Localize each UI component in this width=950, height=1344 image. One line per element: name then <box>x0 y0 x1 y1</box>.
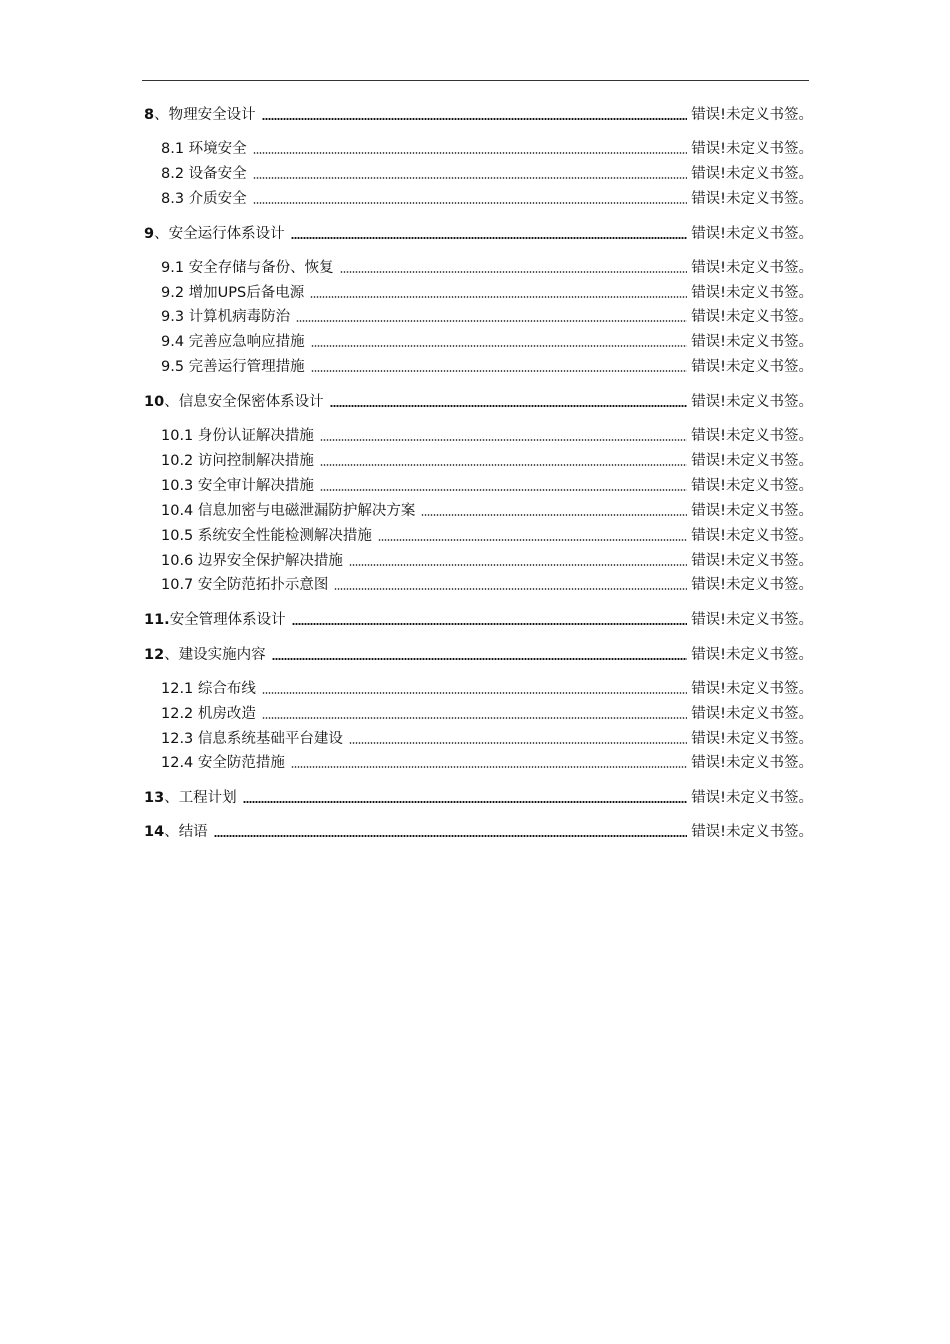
toc-entry-number: 9.4 <box>161 334 185 350</box>
toc-entry-title: 工程计划 <box>178 790 237 806</box>
toc-entry-section[interactable] <box>161 475 813 497</box>
toc-entry-title: 信息加密与电磁泄漏防护解决方案 <box>197 503 416 519</box>
toc-entry-number: 13 <box>144 790 165 806</box>
toc-entry-number: 10.6 <box>161 553 194 569</box>
toc-entry-number: 12.2 <box>161 706 194 722</box>
toc-entry-number: 10.7 <box>161 577 194 593</box>
toc-entry-title: 安全防范拓扑示意图 <box>197 577 329 593</box>
toc-entry-section[interactable] <box>161 425 813 447</box>
toc-entry-page-ref: 错误!未定义书签。 <box>691 755 813 771</box>
toc-entry-section[interactable] <box>161 703 813 725</box>
toc-entry-number: 9.5 <box>161 359 185 375</box>
dot-leader <box>320 439 687 441</box>
toc-entry-number: 8.1 <box>161 141 185 157</box>
toc-entry-page-ref: 错误!未定义书签。 <box>691 191 813 207</box>
dot-leader <box>243 801 688 803</box>
toc-entry-separator: 、 <box>154 107 169 123</box>
toc-entry-number: 10.4 <box>161 503 194 519</box>
toc-entry-page-ref: 错误!未定义书签。 <box>691 731 813 747</box>
dot-leader <box>296 320 687 322</box>
toc-entry-number: 9.1 <box>161 260 185 276</box>
toc-entry-title: 完善应急响应措施 <box>188 334 305 350</box>
toc-entry-section[interactable] <box>161 306 813 328</box>
toc-entry-page-ref: 错误!未定义书签。 <box>691 141 813 157</box>
toc-entry-page-ref: 错误!未定义书签。 <box>691 394 813 410</box>
toc-entry-chapter[interactable] <box>144 787 813 809</box>
toc-entry-chapter[interactable] <box>144 223 813 245</box>
toc-entry-title: 身份认证解决措施 <box>197 428 314 444</box>
toc-entry-section[interactable] <box>161 752 813 774</box>
toc-entry-page-ref: 错误!未定义书签。 <box>691 359 813 375</box>
dot-leader <box>334 588 687 590</box>
toc-entry-page-ref: 错误!未定义书签。 <box>691 226 813 242</box>
toc-entry-section[interactable] <box>161 550 813 572</box>
toc-entry-section[interactable] <box>161 450 813 472</box>
toc-entry-page-ref: 错误!未定义书签。 <box>691 577 813 593</box>
toc-entry-title: 安全审计解决措施 <box>197 478 314 494</box>
toc-entry-section[interactable] <box>161 331 813 353</box>
toc-entry-chapter[interactable] <box>144 609 813 631</box>
dot-leader <box>291 237 688 239</box>
toc-entry-number: 9.2 <box>161 285 185 301</box>
dot-leader <box>262 692 687 694</box>
toc-entry-number: 9.3 <box>161 309 185 325</box>
toc-entry-section[interactable] <box>161 500 813 522</box>
toc-entry-title: 建设实施内容 <box>178 647 266 663</box>
dot-leader <box>214 835 688 837</box>
dot-leader <box>291 766 687 768</box>
toc-entry-page-ref: 错误!未定义书签。 <box>691 309 813 325</box>
toc-entry-number: 8 <box>144 107 155 123</box>
dot-leader <box>349 742 687 744</box>
toc-entry-title: 系统安全性能检测解决措施 <box>197 528 372 544</box>
toc-entry-title: 边界安全保护解决措施 <box>197 553 343 569</box>
toc-entry-section[interactable] <box>161 163 813 185</box>
toc-entry-separator: 、 <box>164 790 179 806</box>
toc-entry-page-ref: 错误!未定义书签。 <box>691 528 813 544</box>
toc-entry-section[interactable] <box>161 728 813 750</box>
dot-leader <box>253 177 688 179</box>
toc-entry-section[interactable] <box>161 282 813 304</box>
toc-entry-number: 8.2 <box>161 166 185 182</box>
dot-leader <box>253 202 688 204</box>
dot-leader <box>421 514 687 516</box>
toc-entry-page-ref: 错误!未定义书签。 <box>691 428 813 444</box>
toc-entry-page-ref: 错误!未定义书签。 <box>691 790 813 806</box>
toc-entry-section[interactable] <box>161 188 813 210</box>
toc-entry-page-ref: 错误!未定义书签。 <box>691 107 813 123</box>
toc-entry-page-ref: 错误!未定义书签。 <box>691 503 813 519</box>
toc-entry-separator: 、 <box>154 226 169 242</box>
toc-entry-title: 介质安全 <box>188 191 247 207</box>
toc-entry-page-ref: 错误!未定义书签。 <box>691 706 813 722</box>
toc-entry-separator: 、 <box>164 824 179 840</box>
toc-entry-number: 12 <box>144 647 165 663</box>
toc-entry-page-ref: 错误!未定义书签。 <box>691 681 813 697</box>
toc-entry-section[interactable] <box>161 138 813 160</box>
toc-entry-title: 计算机病毒防治 <box>188 309 291 325</box>
dot-leader <box>349 564 687 566</box>
toc-entry-title: 增加UPS后备电源 <box>188 285 305 301</box>
toc-entry-title: 结语 <box>178 824 208 840</box>
toc-entry-page-ref: 错误!未定义书签。 <box>691 478 813 494</box>
toc-entry-separator: 、 <box>164 647 179 663</box>
dot-leader <box>340 271 688 273</box>
dot-leader <box>378 539 687 541</box>
toc-entry-section[interactable] <box>161 525 813 547</box>
toc-entry-page-ref: 错误!未定义书签。 <box>691 334 813 350</box>
dot-leader <box>320 464 687 466</box>
toc-entry-section[interactable] <box>161 257 813 279</box>
dot-leader <box>311 370 688 372</box>
toc-entry-title: 信息安全保密体系设计 <box>178 394 324 410</box>
toc-entry-section[interactable] <box>161 356 813 378</box>
toc-entry-title: 综合布线 <box>197 681 256 697</box>
dot-leader <box>292 623 688 625</box>
dot-leader <box>330 405 688 407</box>
toc-entry-number: 9 <box>144 226 155 242</box>
toc-entry-number: 10.1 <box>161 428 194 444</box>
toc-entry-number: 10.5 <box>161 528 194 544</box>
toc-entry-chapter[interactable] <box>144 644 813 666</box>
toc-entry-title: 访问控制解决措施 <box>197 453 314 469</box>
toc-entry-number: 8.3 <box>161 191 185 207</box>
toc-entry-title: 环境安全 <box>188 141 247 157</box>
toc-entry-number: 14 <box>144 824 165 840</box>
toc-entry-page-ref: 错误!未定义书签。 <box>691 824 813 840</box>
toc-entry-title: 安全运行体系设计 <box>168 226 285 242</box>
toc-entry-number: 12.3 <box>161 731 194 747</box>
toc-entry-title: 安全存储与备份、恢复 <box>188 260 334 276</box>
toc-entry-page-ref: 错误!未定义书签。 <box>691 166 813 182</box>
toc-entry-title: 设备安全 <box>188 166 247 182</box>
toc-entry-page-ref: 错误!未定义书签。 <box>691 285 813 301</box>
toc-entry-number: 10 <box>144 394 165 410</box>
toc-entry-page-ref: 错误!未定义书签。 <box>691 647 813 663</box>
dot-leader <box>262 118 688 120</box>
dot-leader <box>272 658 688 660</box>
toc-entry-title: 信息系统基础平台建设 <box>197 731 343 747</box>
toc-entry-number: 11. <box>144 612 170 628</box>
toc-entry-chapter[interactable] <box>144 821 813 843</box>
toc-entry-number: 12.4 <box>161 755 194 771</box>
toc-entry-title: 机房改造 <box>197 706 256 722</box>
toc-entry-title: 安全防范措施 <box>197 755 285 771</box>
toc-entry-number: 10.3 <box>161 478 194 494</box>
toc-entry-page-ref: 错误!未定义书签。 <box>691 612 813 628</box>
toc-entry-page-ref: 错误!未定义书签。 <box>691 553 813 569</box>
dot-leader <box>311 345 688 347</box>
toc-entry-chapter[interactable] <box>144 104 813 126</box>
toc-entry-section[interactable] <box>161 678 813 700</box>
toc-entry-number: 10.2 <box>161 453 194 469</box>
toc-entry-number: 12.1 <box>161 681 194 697</box>
toc-entry-page-ref: 错误!未定义书签。 <box>691 260 813 276</box>
toc-entry-page-ref: 错误!未定义书签。 <box>691 453 813 469</box>
toc-entry-title: 安全管理体系设计 <box>169 612 286 628</box>
toc-entry-chapter[interactable] <box>144 391 813 413</box>
toc-entry-title: 完善运行管理措施 <box>188 359 305 375</box>
toc-entry-separator: 、 <box>164 394 179 410</box>
dot-leader <box>320 489 687 491</box>
toc-entry-section[interactable] <box>161 574 813 596</box>
dot-leader <box>310 296 687 298</box>
dot-leader <box>262 717 687 719</box>
toc-entry-title: 物理安全设计 <box>168 107 256 123</box>
dot-leader <box>253 152 688 154</box>
